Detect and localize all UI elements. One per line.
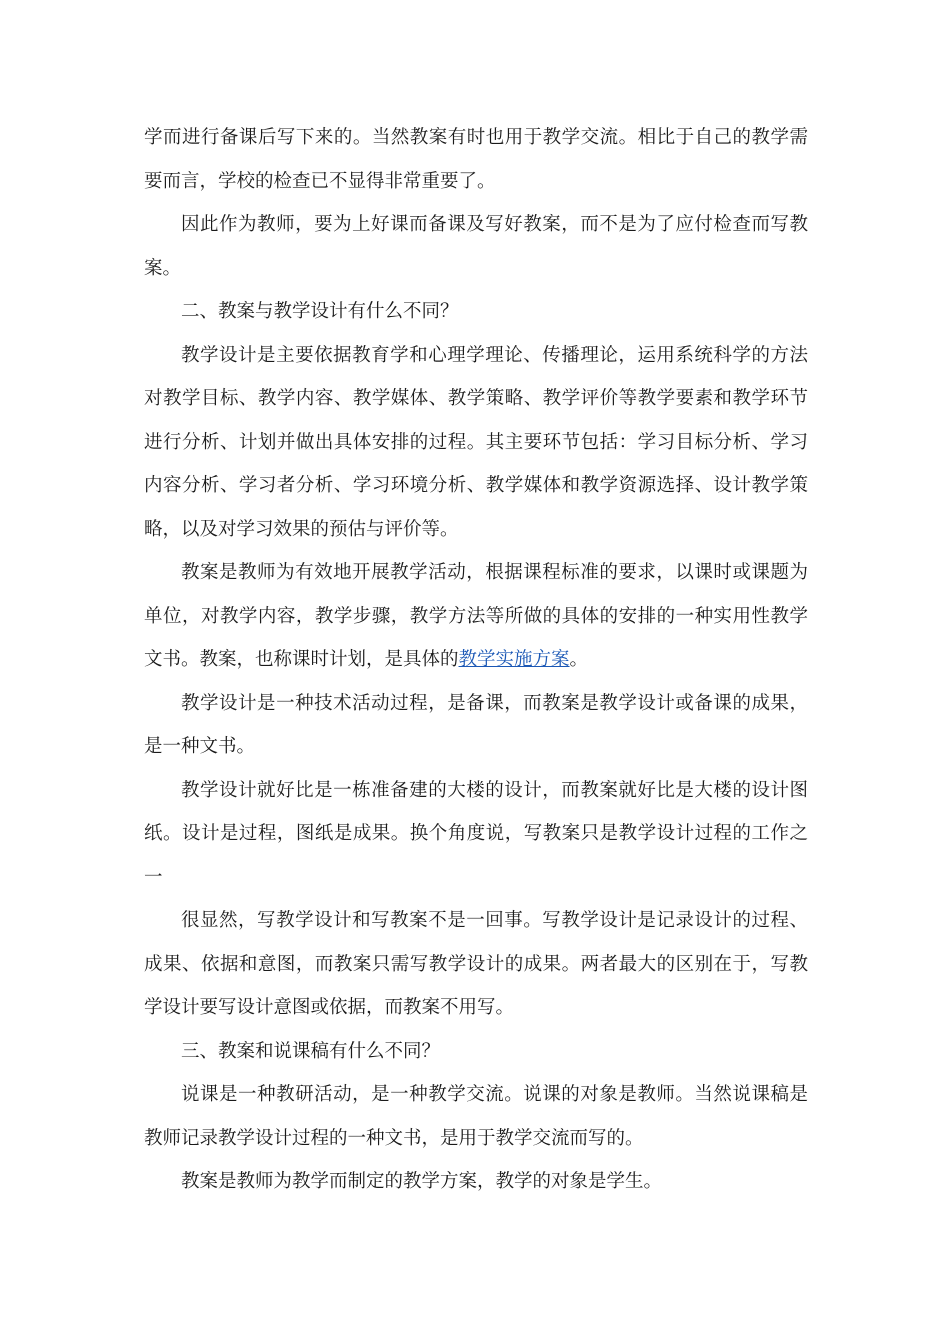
lesson-plan-text-after: 。 — [569, 649, 589, 670]
paragraph-lecture-definition: 说课是一种教研活动，是一种教学交流。说课的对象是教师。当然说课稿是教师记录教学设计过程的一种文书，是用于教学交流而写的。 — [144, 1084, 808, 1149]
paragraph-teaching-design-definition: 教学设计是主要依据教育学和心理学理论、传播理论，运用系统科学的方法对教学目标、教学内容、教学媒体、教学策略、教学评价等教学要素和教学环节进行分析、计划并做出具体安排的过程。其主要环节包括：学习目标分析、学习内容分析、学习者分析、学习环境分析、教学媒体和教学资源选择、设计教学策略，以及对学习效果的预估与评价等。 — [144, 344, 808, 540]
paragraph-lesson-plan-students: 教案是教师为教学而制定的教学方案，教学的对象是学生。 — [181, 1171, 663, 1192]
section-heading-3: 三、教案和说课稿有什么不同？ — [181, 1040, 441, 1062]
teaching-implementation-plan-link[interactable]: 教学实施方案 — [458, 649, 570, 670]
paragraph-teacher-should: 因此作为教师，要为上好课而备课及写好教案，而不是为了应付检查而写教案。 — [144, 214, 808, 279]
paragraph-design-is-process: 教学设计是一种技术活动过程，是备课，而教案是教学设计或备课的成果，是一种文书。 — [144, 692, 808, 757]
paragraph-lesson-plan-definition — [144, 551, 808, 682]
document-page — [144, 116, 808, 1204]
paragraph-intro-continuation: 学而进行备课后写下来的。当然教案有时也用于教学交流。相比于自己的教学需要而言，学校的检查已不显得非常重要了。 — [144, 127, 808, 192]
paragraph-building-analogy: 教学设计就好比是一栋准备建的大楼的设计，而教案就好比是大楼的设计图纸。设计是过程，图纸是成果。换个角度说，写教案只是教学设计过程的工作之一 — [144, 779, 808, 888]
lesson-plan-text-before: 教案是教师为有效地开展教学活动，根据课程标准的要求，以课时或课题为单位，对教学内容，教学步骤，教学方法等所做的具体的安排的一种实用性教学文书。教案，也称课时计划，是具体的 — [144, 562, 808, 670]
section-heading-2: 二、教案与教学设计有什么不同？ — [181, 301, 459, 322]
paragraph-difference: 很显然，写教学设计和写教案不是一回事。写教学设计是记录设计的过程、成果、依据和意图，而教案只需写教学设计的成果。两者最大的区别在于，写教学设计要写设计意图或依据，而教案不用写。 — [144, 910, 808, 1018]
